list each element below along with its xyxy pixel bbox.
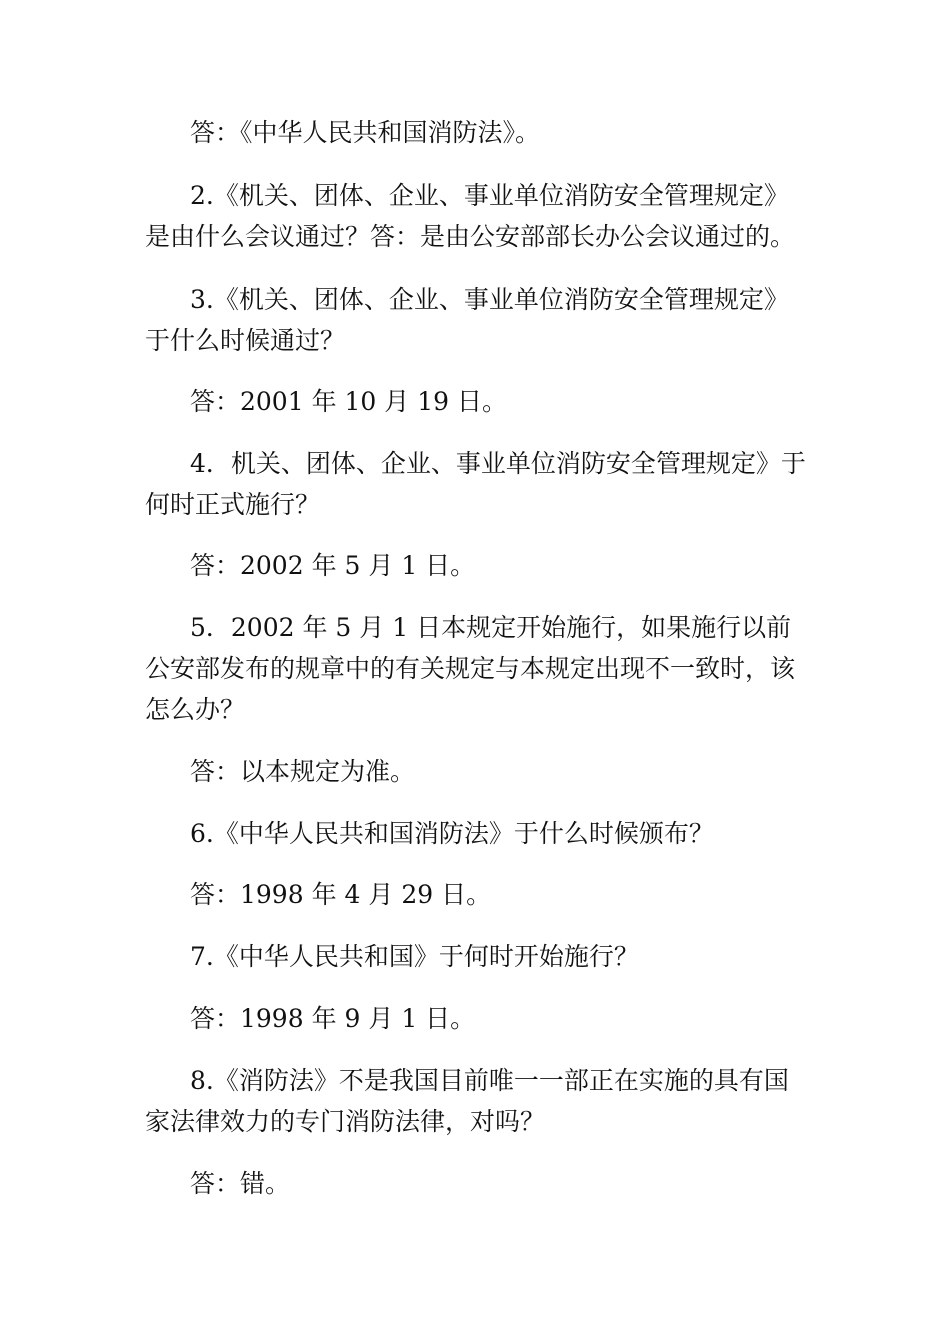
- question-paragraph: 8.《消防法》不是我国目前唯一一部正在实施的具有国家法律效力的专门消防法律，对吗？: [145, 1066, 789, 1136]
- answer-paragraph: 答：2001 年 10 月 19 日。: [190, 387, 507, 416]
- answer-paragraph: 答：错。: [190, 1169, 291, 1198]
- question-paragraph: 4．机关、团体、企业、事业单位消防安全管理规定》于何时正式施行？: [145, 449, 806, 519]
- question-paragraph: 5．2002 年 5 月 1 日本规定开始施行，如果施行以前公安部发布的规章中的有关规定与本规定出现不一致时，该怎么办？: [145, 613, 796, 724]
- question-paragraph: 3.《机关、团体、企业、事业单位消防安全管理规定》于什么时候通过？: [145, 285, 789, 355]
- answer-paragraph: 答：2002 年 5 月 1 日。: [190, 551, 476, 580]
- answer-paragraph: 答：以本规定为准。: [190, 757, 416, 786]
- answer-paragraph: 答：1998 年 9 月 1 日。: [190, 1004, 476, 1033]
- question-paragraph: 2.《机关、团体、企业、事业单位消防安全管理规定》是由什么会议通过？答：是由公安部部长办公会议通过的。: [145, 181, 796, 251]
- question-paragraph: 6.《中华人民共和国消防法》于什么时候颁布？: [190, 819, 714, 848]
- answer-paragraph: 答：《中华人民共和国消防法》。: [190, 118, 541, 147]
- answer-paragraph: 答：1998 年 4 月 29 日。: [190, 880, 492, 909]
- question-paragraph: 7.《中华人民共和国》于何时开始施行？: [190, 942, 639, 971]
